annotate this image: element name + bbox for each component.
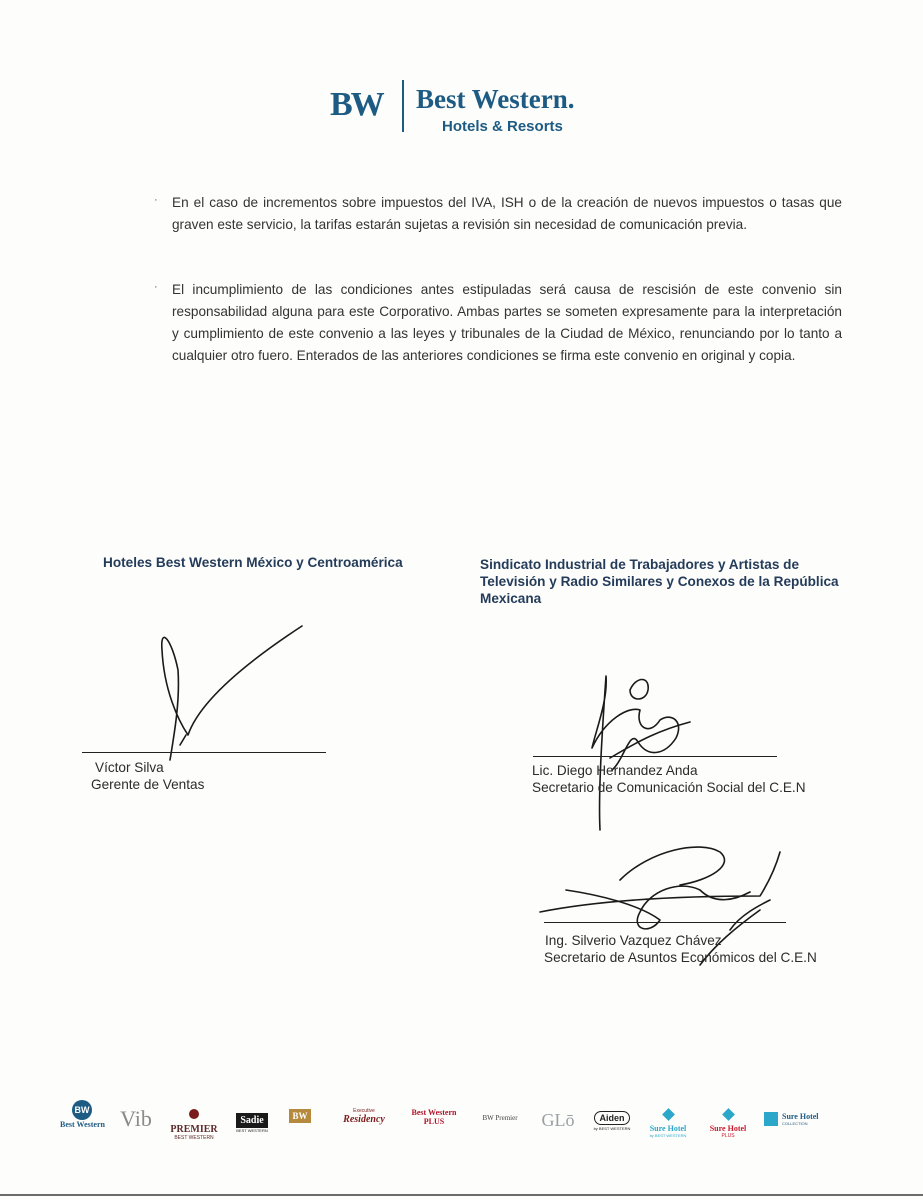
- signer-name: Víctor Silva: [95, 760, 164, 775]
- brand-logo-premier: PREMIER BEST WESTERN: [168, 1106, 220, 1141]
- signer-name: Lic. Diego Hernandez Anda: [532, 763, 698, 778]
- brand-logo-strip: BW Best Western Vib PREMIER BEST WESTERN Sadie BEST WESTERN BW Executive Residency Best Western PLUS BW Premier GLō Aiden by BEST WESTERN Sure Hotel by BEST WESTERN Sure Hotel PLUS Sure Hotel COLLECTION: [60, 1100, 850, 1146]
- signature-line: [533, 756, 777, 757]
- bullet-icon: ·: [154, 281, 158, 293]
- signer-role: Secretario de Comunicación Social del C.E.N: [532, 780, 806, 795]
- brand-logo-bw-signature: BW: [284, 1106, 316, 1124]
- brand-logo-residency: Executive Residency: [343, 1108, 385, 1125]
- left-party-title: Hoteles Best Western México y Centroamérica: [103, 555, 403, 570]
- logo-name: Best Western.: [416, 84, 575, 114]
- clause-text: En el caso de incrementos sobre impuestos del IVA, ISH o de la creación de nuevos impuestos o tasas que graven este servicio, la tarifas estarán sujetas a revisión sin necesidad de comunicación previa.: [172, 195, 842, 232]
- signature-line: [82, 752, 326, 753]
- clause-text: El incumplimiento de las condiciones antes estipuladas será causa de rescisión de este convenio sin responsabilidad alguna para este Corporativo. Ambas partes se someten expresamente para la interpretación y cumplimiento de este convenio a las leyes y tribunales de la Ciudad de México, renunciando por lo tanto a cualquier otro fuero. Enterados de las anteriores condiciones se firma este convenio en original y copia.: [172, 282, 842, 363]
- logo-subtitle: Hotels & Resorts: [442, 118, 563, 135]
- brand-logo-best-western-plus: Best Western PLUS: [411, 1108, 457, 1126]
- signer-role: Gerente de Ventas: [91, 777, 205, 792]
- bullet-icon: ·: [154, 194, 158, 206]
- right-party-title: Sindicato Industrial de Trabajadores y Artistas de Televisión y Radio Similares y Conexos de la República Mexicana: [480, 557, 839, 606]
- brand-logo-sure-hotel-plus: Sure Hotel PLUS: [704, 1106, 752, 1139]
- signer-name: Ing. Silverio Vazquez Chávez: [545, 933, 722, 948]
- brand-logo-aiden: Aiden by BEST WESTERN: [593, 1113, 631, 1131]
- page-bottom-edge: [0, 1194, 923, 1196]
- signature-line: [544, 922, 786, 923]
- brand-logo-sadie: Sadie BEST WESTERN: [236, 1115, 268, 1133]
- signer-role: Secretario de Asuntos Económicos del C.E.N: [544, 950, 817, 965]
- brand-logo-best-western: BW Best Western: [60, 1100, 104, 1129]
- brand-logo-sure-hotel: Sure Hotel by BEST WESTERN: [644, 1106, 692, 1138]
- logo-mark: BW: [330, 86, 383, 123]
- brand-logo-bw-premier-collection: BW Premier: [482, 1114, 518, 1122]
- brand-logo-glo: GLō: [541, 1110, 575, 1130]
- brand-logo-vib: Vib: [120, 1106, 152, 1131]
